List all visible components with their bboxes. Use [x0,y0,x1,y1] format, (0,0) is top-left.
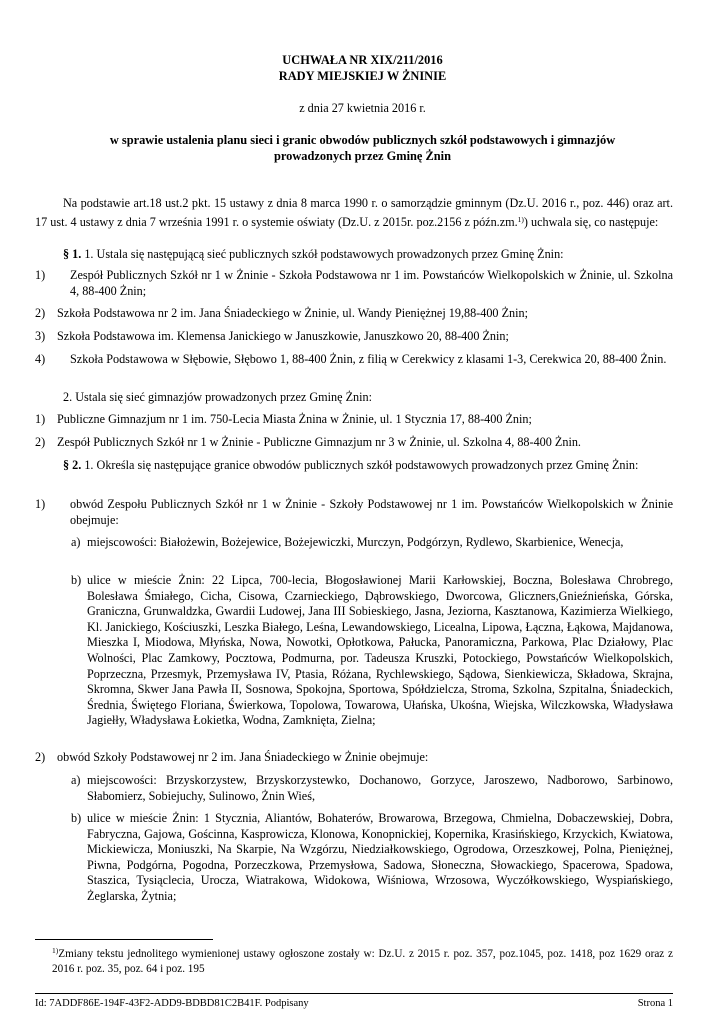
list-item [35,435,673,451]
resolution-date: z dnia 27 kwietnia 2016 r. [299,101,426,115]
list-item [35,306,673,322]
preamble-text: Na podstawie art.18 ust.2 pkt. 15 ustawy z dnia 8 marca 1990 r. o samorządzie gminnym (Dz.U. 2016 r., poz. 446) oraz art. 17 ust. 4 ustawy z dnia 7 września 1991 r. o systemie oświaty (Dz.U. z 2015r. poz.2156 z późn.zm. [35,196,673,229]
list-item [35,329,673,345]
item-text: Zespół Publicznych Szkół nr 1 w Żninie - Szkoła Podstawowa nr 1 im. Powstańców Wielkopolskich w Żninie, ul. Szkolna 4, 88-400 Żnin; [70,268,673,298]
item-letter: a) [71,535,81,549]
item-text: obwód Szkoły Podstawowej nr 2 im. Jana Śniadeckiego w Żninie obejmuje: [57,750,429,764]
list-item [71,573,673,729]
item-number: 4) [35,352,46,366]
section-2-intro-text: 1. Określa się następujące granice obwodów publicznych szkół podstawowych prowadzonych przez Gminę Żnin: [81,458,639,472]
list-item [35,268,673,299]
item-text: Zespół Publicznych Szkół nr 1 w Żninie - Publiczne Gimnazjum nr 3 w Żninie, ul. Szkolna 4, 88-400 Żnin. [57,435,581,449]
item-text: obwód Zespołu Publicznych Szkół nr 1 w Żninie - Szkoły Podstawowej nr 1 im. Powstańców Wielkopolskich w Żninie obejmuje: [70,497,673,527]
resolution-number: UCHWAŁA NR XIX/211/2016 [282,53,443,67]
section-1-intro-text: 1. Ustala się następującą sieć publicznych szkół podstawowych prowadzonych przez Gminę Żnin: [81,247,564,261]
footnote [52,944,673,976]
council-name: RADY MIEJSKIEJ W ŻNINIE [278,69,447,83]
subject-line-2: prowadzonych przez Gminę Żnin [273,149,452,163]
item-letter: b) [71,573,82,587]
item-number: 1) [35,412,46,426]
subject-line-1: w sprawie ustalenia planu sieci i granic obwodów publicznych szkół podstawowych i gimnazjów [109,133,616,147]
item-letter: b) [71,811,82,825]
list-item [35,412,673,428]
item-text: miejscowości: Białożewin, Bożejewice, Bożejewiczki, Murczyn, Podgórzyn, Rydlewo, Skarbienice, Wenecja, [87,535,624,549]
item-text: Szkoła Podstawowa im. Klemensa Janickiego w Januszkowie, Januszkowo 20, 88-400 Żnin; [57,329,509,343]
item-number: 3) [35,329,46,343]
item-number: 1) [35,497,46,511]
section-2-mark: § 2. [63,458,82,472]
page-number: Strona 1 [637,998,673,1009]
item-number: 2) [35,435,46,449]
item-text: Szkoła Podstawowa nr 2 im. Jana Śniadeckiego w Żninie, ul. Wandy Pieniężnej 19,88-400 Żnin; [57,306,528,320]
footnote-mark: 1) [52,946,59,955]
preamble-text-end: ) uchwala się, co następuje: [523,214,659,229]
list-item [71,811,673,905]
list-item [71,773,673,804]
document-id: Id: 7ADDF86E-194F-43F2-ADD9-BDBD81C2B41F. Podpisany [35,998,309,1009]
footnote-divider [35,939,213,940]
section-1-mark: § 1. [63,247,82,261]
preamble [35,196,673,230]
item-text: Publiczne Gimnazjum nr 1 im. 750-Lecia Miasta Żnina w Żninie, ul. 1 Stycznia 17, 88-400 Żnin; [57,412,532,426]
footnote-ref: 1) [517,214,524,224]
section-1-intro [63,247,673,263]
item-text: ulice w mieście Żnin: 1 Stycznia, Aliantów, Bohaterów, Browarowa, Brzegowa, Chmielna, Dobaczewskiej, Dobra, Fabryczna, Gajowa, Gościnna, Kasprowicza, Klonowa, Konopnickiej, Kopernika, Krasińskiego, Krzyckich, Kwiatowa, Mickiewicza, Moniuszki, Na Skarpie, Na Wzgórzu, Niedziałkowskiego, Ogrodowa, Orzeszkowej, Polna, Pieniężnej, Piwna, Podgórna, Pogodna, Porzeczkowa, Przemysłowa, Sadowa, Słoneczna, Słowackiego, Spacerowa, Spadowa, Staszica, Tysiąclecia, Urocza, Wiatrakowa, Widokowa, Wiśniowa, Wrzosowa, Wyczółkowskiego, Wyspiańskiego, Żeglarska, Żytnia; [87,811,673,903]
footer-divider [35,993,673,994]
list-item [35,497,673,528]
item-number: 2) [35,306,46,320]
item-text: miejscowości: Brzyskorzystew, Brzyskorzystewko, Dochanowo, Gorzyce, Jaroszewo, Nadborowo, Sarbinowo, Słabomierz, Sobiejuchy, Sulinowo, Żnin Wieś, [87,773,673,803]
item-text: Szkoła Podstawowa w Słębowie, Słębowo 1, 88-400 Żnin, z filią w Cerekwicy z klasami 1-3, Cerekwica 20, 88-400 Żnin. [70,352,667,366]
item-number: 1) [35,268,46,282]
item-number: 2) [35,750,46,764]
footnote-text: Zmiany tekstu jednolitego wymienionej ustawy ogłoszone zostały w: Dz.U. z 2015 r. poz. 357, poz.1045, poz. 1418, poz 1629 oraz z 2016 r. poz. 35, poz. 64 i poz. 195 [52,948,673,975]
list-item [35,750,673,766]
list-item [35,352,673,368]
section-1-intro-2: 2. Ustala się sieć gimnazjów prowadzonych przez Gminę Żnin: [63,390,372,404]
item-text: ulice w mieście Żnin: 22 Lipca, 700-lecia, Błogosławionej Marii Karłowskiej, Boczna, Bolesława Chrobrego, Bolesława Śmiałego, Cicha, Cisowa, Czarnieckiego, Dąbrowskiego, Dworcowa, Gliczners,Gnieźnieńska, Górska, Graniczna, Grunwaldzka, Gwardii Ludowej, Jana III Sobieskiego, Jasna, Jeziorna, Kasztanowa, Kazimierza Wielkiego, Kl. Janickiego, Kościuszki, Leszka Białego, Leśna, Lewandowskiego, Licealna, Lipowa, Łączna, Łąkowa, Majdanowa, Mieszka I, Miodowa, Młyńska, Nowa, Nowotki, Opłotkowa, Pałucka, Panoramiczna, Parkowa, Plac Działowy, Plac Wolności, Plac Zamkowy, Pocztowa, Podmurna, por. Tadeusza Kruszki, Potockiego, Powstańców Wielkopolskich, Poprzeczna, Przesmyk, Przemysława IV, Ptasia, Różana, Rychlewskiego, Sądowa, Sienkiewicza, Składowa, Skrajna, Skromna, Skwer Jana Pawła II, Sosnowa, Spokojna, Sportowa, Spółdzielcza, Stroma, Szkolna, Szpitalna, Śniadeckich, Średnia, Świętego Floriana, Świerkowa, Topolowa, Towarowa, Ułańska, Ukośna, Wiejska, Wilczkowska, Władysława Jagiełły, Władysława Łokietka, Wodna, Zamknięta, Zielna; [87,573,673,728]
item-letter: a) [71,773,81,787]
section-2-intro [35,458,673,474]
list-item [71,535,673,551]
